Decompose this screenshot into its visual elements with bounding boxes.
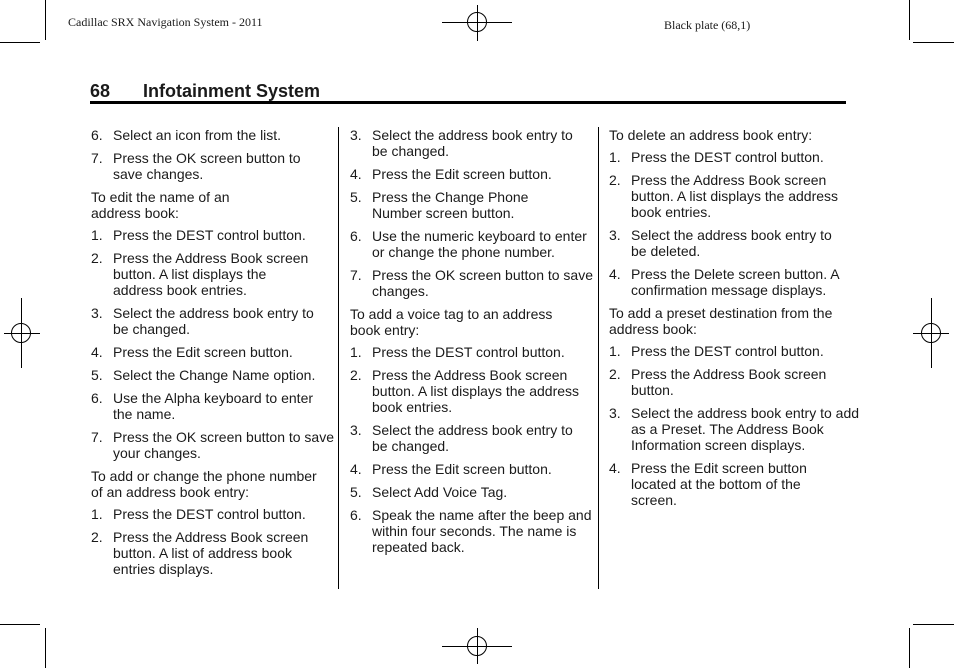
list-item: 6. Speak the name after the beep and within four seconds. The name is repeated back. (350, 507, 592, 555)
list-item: 2. Press the Address Book screen button. A list displays the address book entries. (91, 250, 309, 298)
crop-mark (0, 624, 40, 625)
section-title: Infotainment System (143, 81, 321, 101)
list-item: 3. Select the address book entry to add as a Preset. The Address Book Information screen displays. (609, 405, 860, 453)
crop-mark (909, 0, 910, 40)
list-item: 2. Press the Address Book screen button. (609, 366, 827, 398)
paragraph: To add a preset destination from the address book: (609, 305, 833, 337)
list-item: 7. Press the OK screen button to save your changes. (91, 429, 335, 461)
column-divider (338, 127, 339, 589)
column-1 (91, 127, 335, 584)
list-item: 5. Select the Change Name option. (91, 367, 316, 383)
list-item: 1. Press the DEST control button. (91, 227, 306, 243)
crop-mark (913, 624, 954, 625)
list-item: 1. Press the DEST control button. (609, 149, 824, 165)
crop-mark (45, 628, 46, 668)
list-item: 2. Press the Address Book screen button. A list displays the address book entries. (350, 367, 580, 415)
list-item: 1. Press the DEST control button. (609, 343, 824, 359)
list-item: 4. Press the Edit screen button. (91, 344, 293, 360)
plate-label: Black plate (68,1) (664, 18, 751, 32)
list-item: 2. Press the Address Book screen button. A list displays the address book entries. (609, 172, 839, 220)
header-rule (90, 101, 846, 104)
crop-mark (913, 42, 954, 43)
crop-mark (909, 628, 910, 668)
list-item: 1. Press the DEST control button. (91, 506, 306, 522)
paragraph: To edit the name of an address book: (91, 189, 230, 221)
list-item: 3. Select the address book entry to be changed. (350, 127, 573, 159)
crop-mark (0, 42, 40, 43)
list-item: 6. Use the Alpha keyboard to enter the name. (91, 390, 314, 422)
list-item: 7. Press the OK screen button to save changes. (91, 150, 301, 182)
column-2 (350, 127, 594, 562)
list-item: 4. Press the Delete screen button. A confirmation message displays. (609, 266, 839, 298)
list-item: 5. Press the Change Phone Number screen button. (350, 189, 529, 221)
list-item: 3. Select the address book entry to be changed. (350, 422, 573, 454)
list-item: 7. Press the OK screen button to save changes. (350, 267, 594, 299)
list-item: 4. Press the Edit screen button located at the bottom of the screen. (609, 460, 807, 508)
list-item: 3. Select the address book entry to be deleted. (609, 227, 832, 259)
paragraph: To delete an address book entry: (609, 127, 813, 143)
list-item: 6. Select an icon from the list. (91, 127, 282, 143)
list-item: 6. Use the numeric keyboard to enter or change the phone number. (350, 228, 587, 260)
paragraph: To add a voice tag to an address book entry: (350, 306, 553, 338)
list-item: 1. Press the DEST control button. (350, 344, 565, 360)
paragraph: To add or change the phone number of an address book entry: (91, 468, 317, 500)
list-item: 4. Press the Edit screen button. (350, 166, 552, 182)
column-3 (609, 127, 860, 515)
crop-mark (45, 0, 46, 40)
page-number: 68 (90, 81, 111, 101)
list-item: 3. Select the address book entry to be changed. (91, 305, 314, 337)
list-item: 4. Press the Edit screen button. (350, 461, 552, 477)
list-item: 2. Press the Address Book screen button. A list of address book entries displays. (91, 529, 309, 577)
document-slug: Cadillac SRX Navigation System - 2011 (68, 15, 263, 29)
list-item: 5. Select Add Voice Tag. (350, 484, 508, 500)
